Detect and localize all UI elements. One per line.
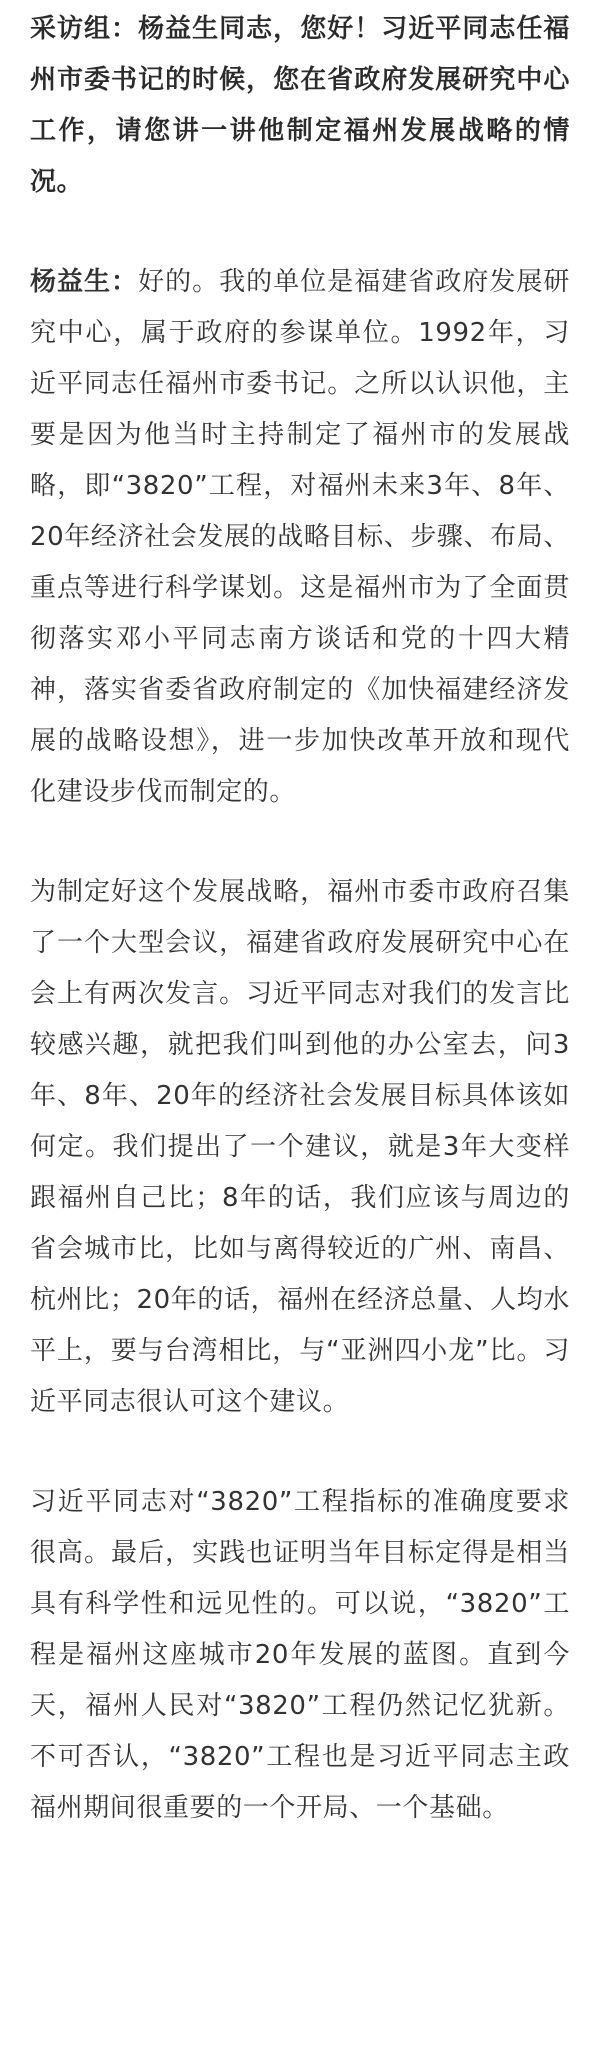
interview-question: 采访组：杨益生同志，您好！习近平同志任福州市委书记的时候，您在省政府发展研究中心工作，请您讲一讲他制定福州发展战略的情况。 <box>30 14 570 197</box>
answer-paragraph-2: 为制定好这个发展战略，福州市委市政府召集了一个大型会议，福建省政府发展研究中心在会上有两次发言。习近平同志对我们的发言比较感兴趣，就把我们叫到他的办公室去，问3年、8年、20年的经济社会发展目标具体该如何定。我们提出了一个建议，就是3年大变样跟福州自己比；8年的话，我们应该与周边的省会城市比，比如与离得较近的广州、南昌、杭州比；20年的话，福州在经济总量、人均水平上，要与台湾相比，与“亚洲四小龙”比。习近平同志很认可这个建议。 <box>30 877 570 1417</box>
speaker-label: 杨益生： <box>30 267 139 297</box>
answer-paragraph-1-text: 好的。我的单位是福建省政府发展研究中心，属于政府的参谋单位。1992年，习近平同志任福州市委书记。之所以认识他，主要是因为他当时主持制定了福州市的发展战略，即“3820”工程，对福州未来3年、8年、20年经济社会发展的战略目标、步骤、布局、重点等进行科学谋划。这是福州市为了全面贯彻落实邓小平同志南方谈话和党的十四大精神，落实省委省政府制定的《加快福建经济发展的战略设想》，进一步加快改革开放和现代化建设步伐而制定的。 <box>30 267 570 807</box>
answer-paragraph-3: 习近平同志对“3820”工程指标的准确度要求很高。最后，实践也证明当年目标定得是相当具有科学性和远见性的。可以说，“3820”工程是福州这座城市20年发展的蓝图。直到今天，福州人民对“3820”工程仍然记忆犹新。不可否认，“3820”工程也是习近平同志主政福州期间很重要的一个开局、一个基础。 <box>30 1487 570 1823</box>
answer-paragraph-1 <box>30 257 570 818</box>
